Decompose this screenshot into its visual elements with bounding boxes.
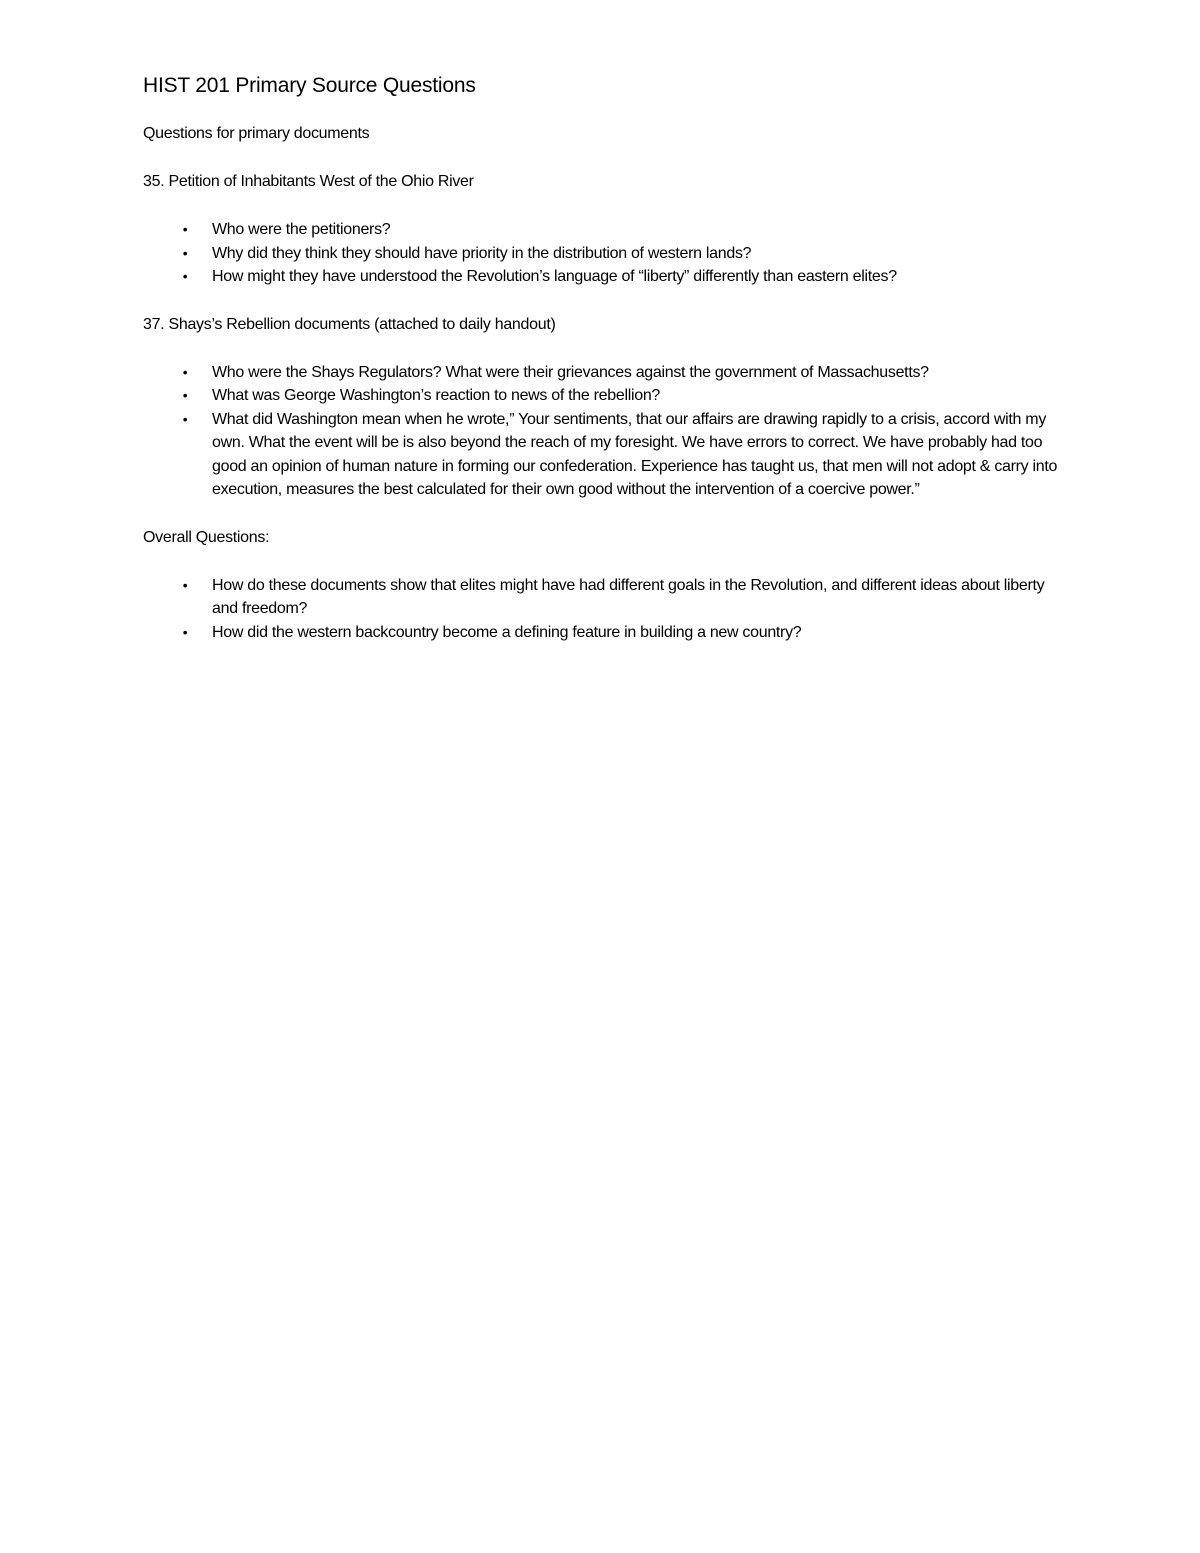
question-list-overall [143, 574, 1063, 645]
question-list-37 [143, 361, 1063, 502]
question-text: Who were the petitioners? [212, 221, 391, 238]
bullet-icon: • [182, 623, 188, 640]
question-text: What was George Washington’s reaction to news of the rebellion? [212, 387, 661, 404]
list-item [143, 218, 1063, 242]
list-item [143, 265, 1063, 289]
section-heading-35: 35. Petition of Inhabitants West of the Ohio River [143, 173, 474, 190]
section-heading-overall: Overall Questions: [143, 528, 270, 546]
question-text: Who were the Shays Regulators? What were their grievances against the government of Massachusetts? [212, 363, 929, 381]
bullet-icon: • [182, 244, 188, 261]
list-item [143, 242, 1063, 266]
question-text: How might they have understood the Revolution’s language of “liberty” differently than eastern elites? [212, 268, 897, 285]
bullet-icon: • [182, 363, 188, 380]
question-text: How do these documents show that elites might have had different goals in the Revolution, and different ideas about liberty and freedom? [212, 576, 1045, 617]
document-body [143, 72, 1063, 668]
list-item [143, 384, 1063, 408]
section-heading-37: 37. Shays’s Rebellion documents (attached to daily handout) [143, 315, 556, 333]
list-item [143, 574, 1063, 621]
document-title: HIST 201 Primary Source Questions [143, 74, 476, 97]
bullet-icon: • [182, 221, 188, 237]
bullet-icon: • [182, 268, 188, 284]
list-item [143, 621, 1063, 645]
list-item [143, 361, 1063, 385]
question-text: What did Washington mean when he wrote,” Your sentiments, that our affairs are drawing rapidly to a crisis, accord with my own. What the event will be is also beyond the reach of my foresight. We have errors to correct. We have probably had too good an opinion of human nature in forming our confederation. Experience has taught us, that men will not adopt & carry into execution, measures the best calculated for their own good without the intervention of a coercive power.” [212, 410, 1058, 498]
list-item [143, 408, 1063, 502]
bullet-icon: • [182, 387, 188, 403]
question-text: Why did they think they should have priority in the distribution of western lands? [212, 244, 752, 262]
question-text: How did the western backcountry become a defining feature in building a new country? [212, 623, 802, 641]
intro-line: Questions for primary documents [143, 125, 370, 142]
bullet-icon: • [182, 410, 188, 427]
question-list-35 [143, 218, 1063, 289]
bullet-icon: • [182, 576, 188, 593]
